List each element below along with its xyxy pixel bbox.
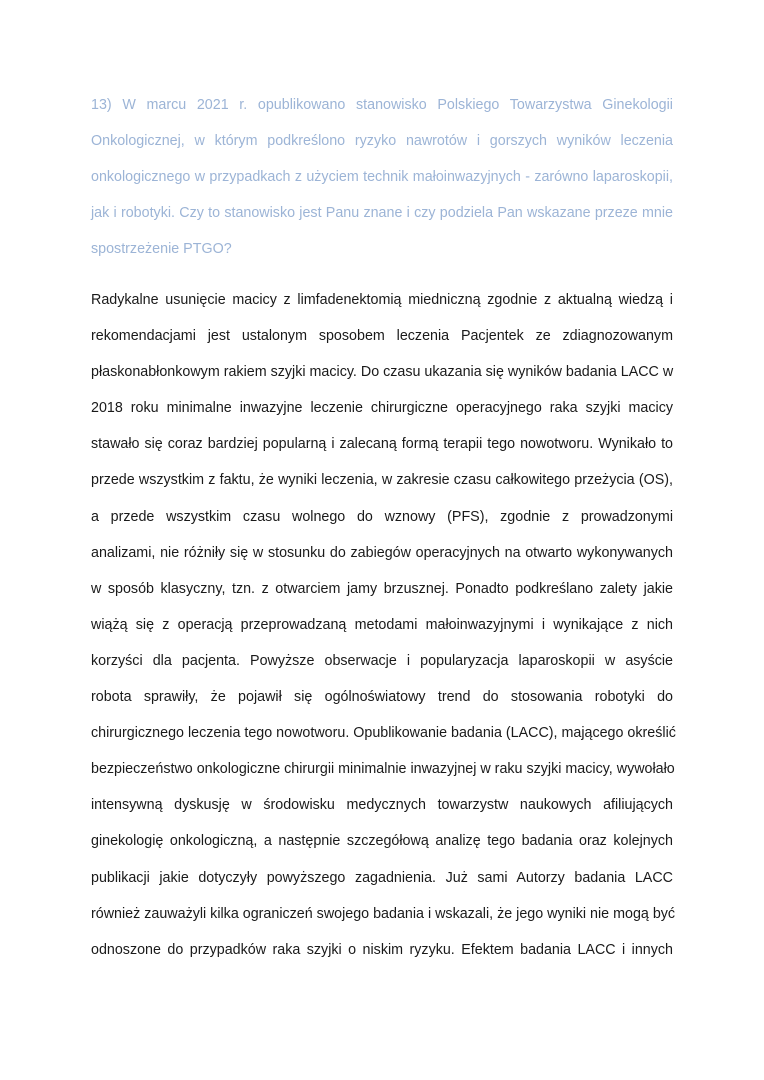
answer-line: w sposób klasyczny, tzn. z otwarciem jamy brzusznej. Ponadto podkreślano zalety jakie	[91, 580, 673, 597]
answer-line: publikacji jakie dotyczyły powyższego zagadnienia. Już sami Autorzy badania LACC	[91, 869, 673, 886]
answer-line: analizami, nie różniły się w stosunku do zabiegów operacyjnych na otwarto wykonywanych	[91, 544, 673, 561]
answer-line: odnoszone do przypadków raka szyjki o niskim ryzyku. Efektem badania LACC i innych	[91, 941, 673, 958]
answer-line: a przede wszystkim czasu wolnego do wznowy (PFS), zgodnie z prowadzonymi	[91, 508, 673, 525]
answer-line: 2018 roku minimalne inwazyjne leczenie chirurgiczne operacyjnego raka szyjki macicy	[91, 400, 673, 417]
answer-line: intensywną dyskusję w środowisku medycznych towarzystw naukowych afiliujących	[91, 797, 673, 814]
question-line: onkologicznego w przypadkach z użyciem technik małoinwazyjnych - zarówno laparoskopii,	[91, 169, 673, 186]
question-line: 13) W marcu 2021 r. opublikowano stanowisko Polskiego Towarzystwa Ginekologii	[91, 97, 673, 113]
question-line: jak i robotyki. Czy to stanowisko jest Panu znane i czy podziela Pan wskazane przeze mnie	[91, 205, 673, 222]
answer-line: ginekologię onkologiczną, a następnie szczegółową analizę tego badania oraz kolejnych	[91, 833, 673, 850]
question-paragraph	[91, 95, 673, 275]
answer-line: Radykalne usunięcie macicy z limfadenektomią miedniczną zgodnie z aktualną wiedzą i	[91, 292, 673, 308]
answer-line: robota sprawiły, że pojawił się ogólnoświatowy trend do stosowania robotyki do	[91, 689, 673, 706]
answer-line: również zauważyli kilka ograniczeń swojego badania i wskazali, że jego wyniki nie mogą być	[91, 905, 676, 922]
answer-line: bezpieczeństwo onkologiczne chirurgii minimalnie inwazyjnej w raku szyjki macicy, wywołało	[91, 761, 675, 778]
answer-line: rekomendacjami jest ustalonym sposobem leczenia Pacjentek ze zdiagnozowanym	[91, 328, 673, 345]
question-line: spostrzeżenie PTGO?	[91, 241, 232, 258]
question-line: Onkologicznej, w którym podkreślono ryzyko nawrotów i gorszych wyników leczenia	[91, 133, 673, 150]
answer-line: płaskonabłonkowym rakiem szyjki macicy. Do czasu ukazania się wyników badania LACC w	[91, 364, 674, 381]
answer-line: chirurgicznego leczenia tego nowotworu. Opublikowanie badania (LACC), mającego określić	[91, 725, 676, 742]
answer-line: przede wszystkim z faktu, że wyniki leczenia, w zakresie czasu całkowitego przeżycia (OS),	[91, 472, 673, 489]
answer-paragraph	[91, 290, 676, 976]
answer-line: stawało się coraz bardziej popularną i zalecaną formą terapii tego nowotworu. Wynikało to	[91, 436, 673, 453]
answer-line: wiążą się z operacją przeprowadzaną metodami małoinwazyjnymi i wynikające z nich	[91, 616, 673, 633]
answer-line: korzyści dla pacjenta. Powyższe obserwacje i popularyzacja laparoskopii w asyście	[91, 652, 673, 669]
